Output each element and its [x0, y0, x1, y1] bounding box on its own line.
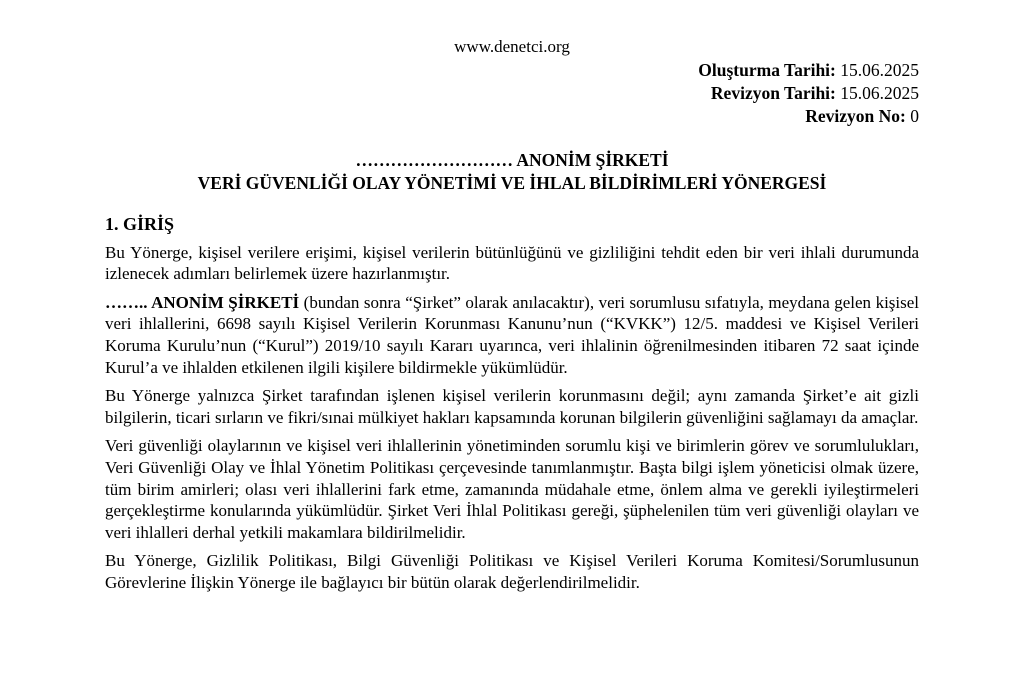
revision-no-label: Revizyon No: — [805, 106, 906, 126]
paragraph-1: Bu Yönerge, kişisel verilere erişimi, kişisel verilerin bütünlüğünü ve gizliliğini tehdit eden bir veri ihlali durumunda izlenecek adımları belirlemek üzere hazırlanmıştır. — [105, 242, 919, 284]
paragraph-3: Bu Yönerge yalnızca Şirket tarafından işlenen kişisel verilerin korunmasını değil; aynı zamanda Şirket’e ait gizli bilgilerin, ticari sırların ve fikri/sınai mülkiyet hakları kapsamında korunan bilgilerin güvenliğini sağlamayı da amaçlar. — [105, 386, 919, 427]
company-title: ……………………… ANONİM ŞİRKETİ — [355, 150, 669, 170]
revision-date-line — [698, 82, 919, 105]
revision-no-line — [698, 105, 919, 128]
section-heading: 1. GİRİŞ — [105, 214, 175, 234]
created-date-value: 15.06.2025 — [840, 60, 919, 80]
document-meta — [698, 59, 919, 128]
created-date-label: Oluşturma Tarihi: — [698, 60, 836, 80]
paragraph-5: Bu Yönerge, Gizlilik Politikası, Bilgi Güvenliği Politikası ve Kişisel Verileri Koruma Komitesi/Sorumlusunun Görevlerine İlişkin Yönerge ile bağlayıcı bir bütün olarak değerlendirilmelidir. — [105, 551, 919, 592]
revision-no-value: 0 — [910, 106, 919, 126]
paragraph-2 — [105, 292, 919, 378]
revision-date-label: Revizyon Tarihi: — [710, 83, 836, 103]
paragraph-4: Veri güvenliği olaylarının ve kişisel veri ihlallerinin yönetiminden sorumlu kişi ve birimlerin görev ve sorumlulukları, Veri Güvenliği Olay ve İhlal Yönetim Politikası çerçevesinde tanımlanmıştır. Başta bilgi işlem yöneticisi olmak üzere, tüm birim amirleri; olası veri ihlallerini fark etme, zamanında müdahale etme, önlem alma ve gerekli iyileştirmeleri gerçekleştirme konularında yükümlüdür. Şirket Veri İhlal Politikası gereği, şüphelenilen tüm veri güvenliği olayları ve veri ihlalleri derhal yetkili makamlara bildirilmelidir. — [105, 436, 919, 542]
document-body — [105, 214, 919, 601]
document-title: VERİ GÜVENLİĞİ OLAY YÖNETİMİ VE İHLAL BİLDİRİMLERİ YÖNERGESİ — [197, 173, 827, 193]
created-date-line — [698, 59, 919, 82]
company-name-bold: …….. ANONİM ŞİRKETİ — [105, 292, 300, 312]
document-title-block — [0, 149, 1024, 195]
revision-date-value: 15.06.2025 — [840, 83, 919, 103]
paragraph-2-text: (bundan sonra “Şirket” olarak anılacaktır), veri sorumlusu sıfatıyla, meydana gelen kişisel veri ihlallerini, 6698 sayılı Kişisel Verilerin Korunması Kanunu’nun (“KVKK”) 12/5. maddesi ve Kişisel Verileri Koruma Kurulu’nun (“Kurul”) 2019/10 sayılı Kararı uyarınca, veri ihlalinin öğrenilmesinden itibaren 72 saat içinde Kurul’a ve ihlalden etkilenen ilgili kişilere bildirmekle yükümlüdür. — [105, 292, 920, 377]
website-url: www.denetci.org — [454, 37, 570, 56]
